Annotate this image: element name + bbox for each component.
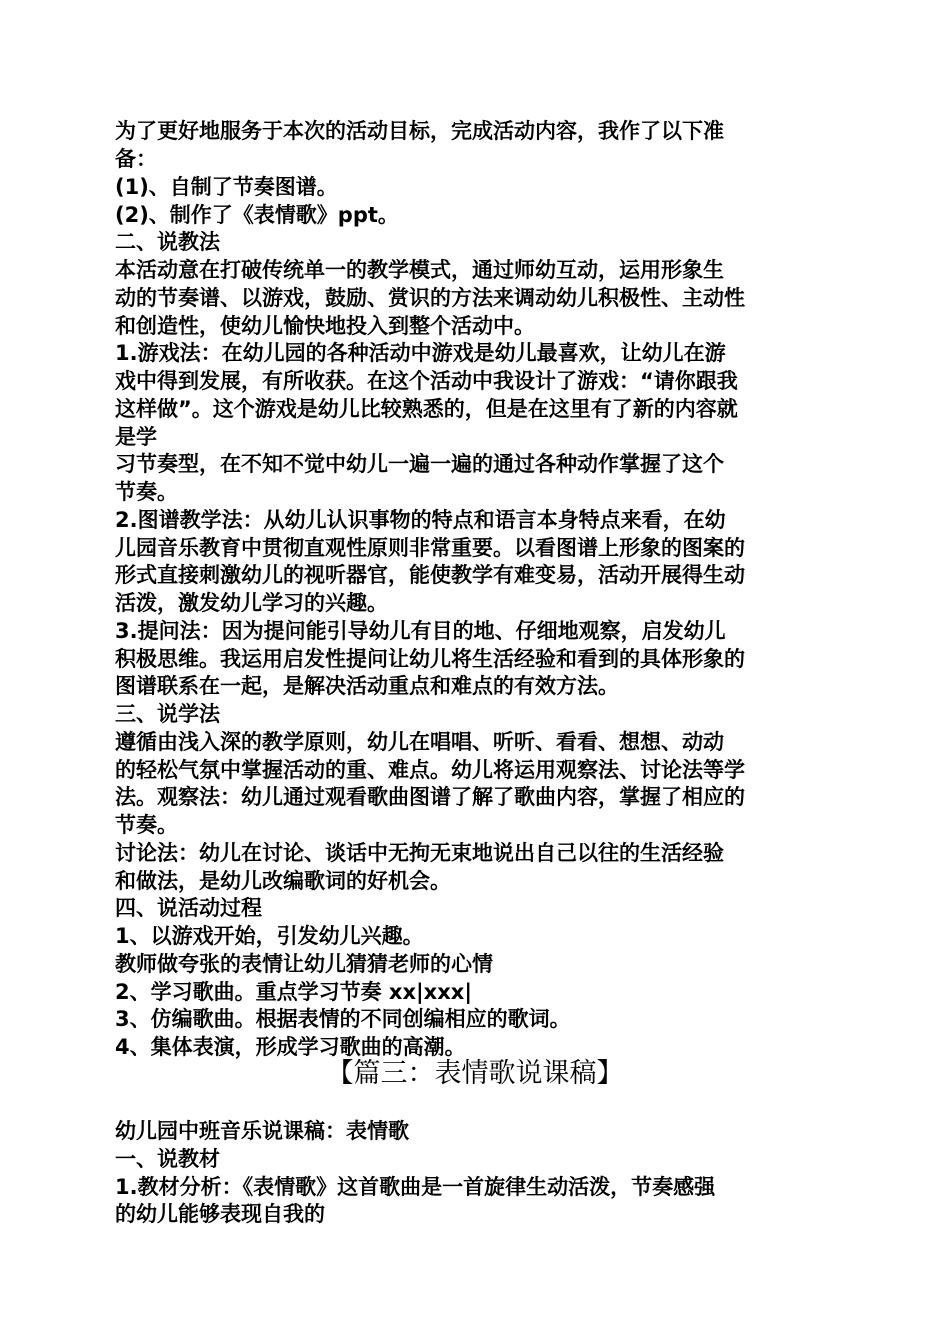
body-line: 活泼，激发幼儿学习的兴趣。 [115,591,388,615]
body-line: 形式直接刺激幼儿的视听器官，能使教学有难变易，活动开展得生动 [115,563,745,587]
section-heading: 三、说学法 [115,702,220,726]
body-line: 1、以游戏开始，引发幼儿兴趣。 [115,924,424,948]
body-line: 讨论法：幼儿在讨论、谈话中无拘无束地说出自己以往的生活经验 [115,841,724,865]
body-line: 是学 [115,425,157,449]
body-line: 的轻松气氛中掌握活动的重、难点。幼儿将运用观察法、讨论法等学 [115,758,745,782]
body-line: 教师做夸张的表情让幼儿猜猜老师的心情 [115,952,493,976]
body-line: 2.图谱教学法：从幼儿认识事物的特点和语言本身特点来看，在幼 [115,508,726,532]
body-line: 积极思维。我运用启发性提问让幼儿将生活经验和看到的具体形象的 [115,647,745,671]
body-line: 戏中得到发展，有所收获。在这个活动中我设计了游戏：“请你跟我 [115,369,738,393]
body-line: 3、仿编歌曲。根据表情的不同创编相应的歌词。 [115,1007,571,1031]
body-line: 动的节奏谱、以游戏，鼓励、赏识的方法来调动幼儿积极性、主动性 [115,286,745,310]
section-heading: 二、说教法 [115,230,220,254]
body-line: 图谱联系在一起，是解决活动重点和难点的有效方法。 [115,674,619,698]
body-line: 节奏。 [115,480,178,504]
body-line: (1)、自制了节奏图谱。 [115,175,338,199]
section-heading: 一、说教材 [115,1147,220,1171]
body-line: 幼儿园中班音乐说课稿：表情歌 [115,1119,409,1143]
body-line: 4、集体表演，形成学习歌曲的高潮。 [115,1035,466,1059]
body-line: 1.游戏法：在幼儿园的各种活动中游戏是幼儿最喜欢，让幼儿在游 [115,341,726,365]
section-heading: 四、说活动过程 [115,896,262,920]
body-line: 2、学习歌曲。重点学习节奏 xx|xxx| [115,980,472,1004]
body-line: 备： [115,147,157,171]
body-line: 和创造性，使幼儿愉快地投入到整个活动中。 [115,314,535,338]
body-line: 3.提问法：因为提问能引导幼儿有目的地、仔细地观察，启发幼儿 [115,619,726,643]
section-title: 【篇三：表情歌说课稿】 [326,1058,624,1089]
body-line: 的幼儿能够表现自我的 [115,1202,325,1226]
body-line: 节奏。 [115,813,178,837]
body-line: 和做法，是幼儿改编歌词的好机会。 [115,869,451,893]
body-line: 本活动意在打破传统单一的教学模式，通过师幼互动，运用形象生 [115,258,724,282]
body-line: 习节奏型，在不知不觉中幼儿一遍一遍的通过各种动作掌握了这个 [115,452,724,476]
body-line: (2)、制作了《表情歌》ppt。 [115,203,399,227]
body-line: 遵循由浅入深的教学原则，幼儿在唱唱、听听、看看、想想、动动 [115,730,724,754]
body-line: 为了更好地服务于本次的活动目标，完成活动内容，我作了以下准 [115,119,724,143]
body-line: 1.教材分析：《表情歌》这首歌曲是一首旋律生动活泼，节奏感强 [115,1175,716,1199]
body-line: 法。观察法：幼儿通过观看歌曲图谱了解了歌曲内容，掌握了相应的 [115,785,745,809]
body-line: 这样做”。这个游戏是幼儿比较熟悉的，但是在这里有了新的内容就 [115,397,738,421]
body-line: 儿园音乐教育中贯彻直观性原则非常重要。以看图谱上形象的图案的 [115,536,745,560]
